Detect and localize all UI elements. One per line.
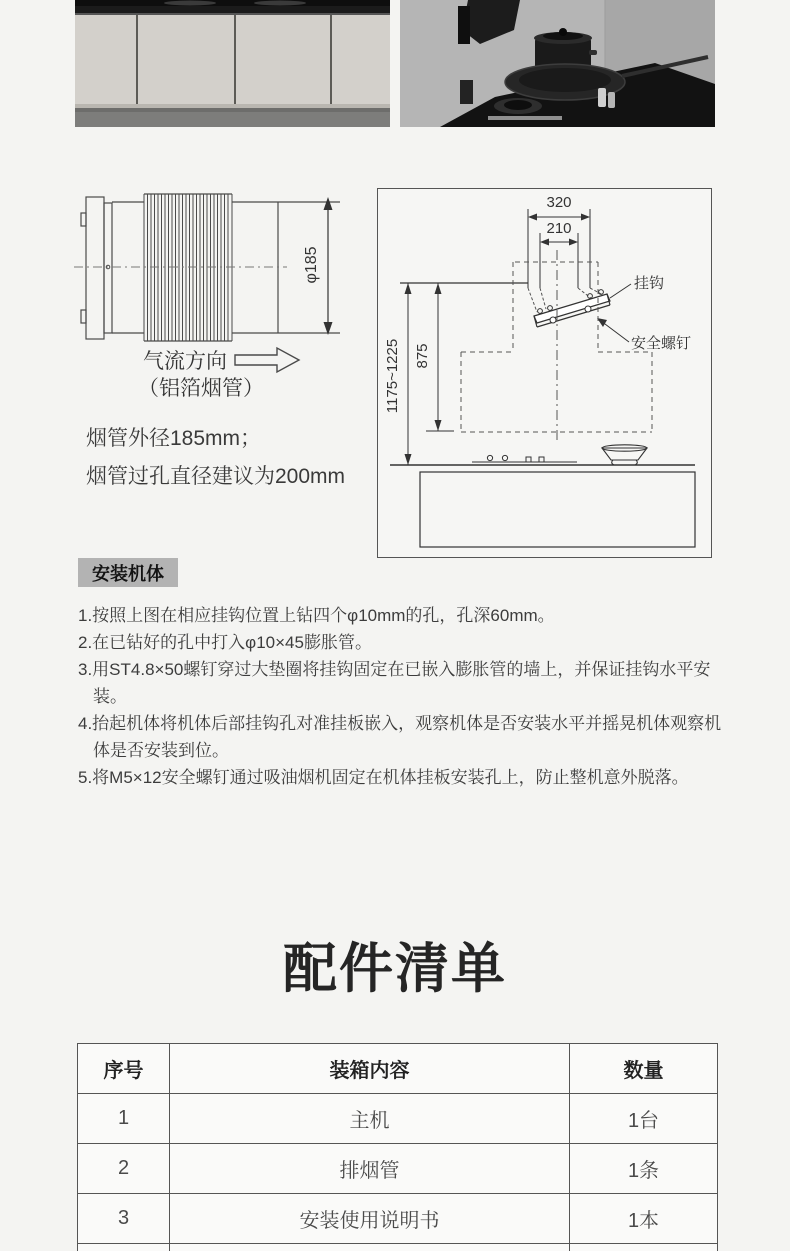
cell-serial: 3 bbox=[78, 1194, 170, 1244]
airflow-label: 气流方向 bbox=[143, 350, 227, 373]
header-serial: 序号 bbox=[78, 1044, 170, 1094]
install-step-3: 3.用ST4.8×50螺钉穿过大垫圈将挂钩固定在已嵌入膨胀管的墙上，并保证挂钩水平安装。 bbox=[78, 660, 711, 706]
cell-qty: 1本 bbox=[570, 1194, 718, 1244]
dim-mid-label: 875 bbox=[414, 343, 431, 369]
cell-item: 排烟管 bbox=[170, 1144, 570, 1194]
parts-table-header-row bbox=[78, 1044, 718, 1094]
parts-table-row bbox=[78, 1194, 718, 1244]
airflow-arrow-icon bbox=[235, 348, 299, 372]
parts-table bbox=[77, 1043, 718, 1251]
parts-table-row-partial bbox=[78, 1244, 718, 1251]
cell-serial: 2 bbox=[78, 1144, 170, 1194]
install-step-1: 1.按照上图在相应挂钩位置上钻四个φ10mm的孔，孔深60mm。 bbox=[78, 606, 555, 625]
cell-qty: 1条 bbox=[570, 1144, 718, 1194]
kitchen-cabinets-illustration bbox=[75, 0, 390, 127]
parts-list-title: 配件清单 bbox=[283, 939, 507, 999]
safety-screw-label: 安全螺钉 bbox=[631, 335, 692, 352]
cell-qty: 1台 bbox=[570, 1094, 718, 1144]
dim-outer-label: 320 bbox=[546, 194, 572, 211]
installation-diagram bbox=[377, 188, 712, 558]
diameter-dimension bbox=[303, 197, 333, 335]
duct-note-line2: 烟管过孔直径建议为200mm bbox=[86, 465, 346, 488]
section-badge-label: 安装机体 bbox=[92, 563, 164, 584]
photo-range-hood-scene bbox=[400, 0, 715, 127]
install-step-5: 5.将M5×12安全螺钉通过吸油烟机固定在机体挂板安装孔上，防止整机意外脱落。 bbox=[78, 768, 689, 787]
safety-screw-shape bbox=[550, 317, 556, 323]
cell-item: 安装使用说明书 bbox=[170, 1194, 570, 1244]
duct-diagram bbox=[72, 185, 372, 400]
photo-kitchen-cabinets bbox=[75, 0, 390, 127]
duct-note-line1: 烟管外径185mm； bbox=[86, 427, 262, 450]
install-step-2: 2.在已钻好的孔中打入φ10×45膨胀管。 bbox=[78, 633, 372, 652]
header-quantity: 数量 bbox=[570, 1044, 718, 1094]
install-steps-list bbox=[78, 602, 726, 791]
safety-screw-shape bbox=[585, 306, 591, 312]
section-badge-install-body bbox=[78, 558, 178, 587]
dim-inner-label: 210 bbox=[546, 220, 572, 237]
pipe-type-label: （铝箔烟管） bbox=[138, 377, 264, 400]
cell-item: 主机 bbox=[170, 1094, 570, 1144]
parts-table-row bbox=[78, 1094, 718, 1144]
header-contents: 装箱内容 bbox=[170, 1044, 570, 1094]
parts-table-row bbox=[78, 1144, 718, 1194]
hook-label: 挂钩 bbox=[634, 275, 665, 292]
cell-serial: 1 bbox=[78, 1094, 170, 1144]
diameter-label: φ185 bbox=[303, 246, 320, 284]
range-hood-illustration bbox=[400, 0, 715, 127]
install-step-4: 4.抬起机体将机体后部挂钩孔对准挂板嵌入，观察机体是否安装水平并摇晃机体观察机体是否安装到位。 bbox=[78, 714, 722, 760]
dim-height-label: 1175~1225 bbox=[384, 338, 401, 414]
duct-notes bbox=[86, 420, 345, 496]
